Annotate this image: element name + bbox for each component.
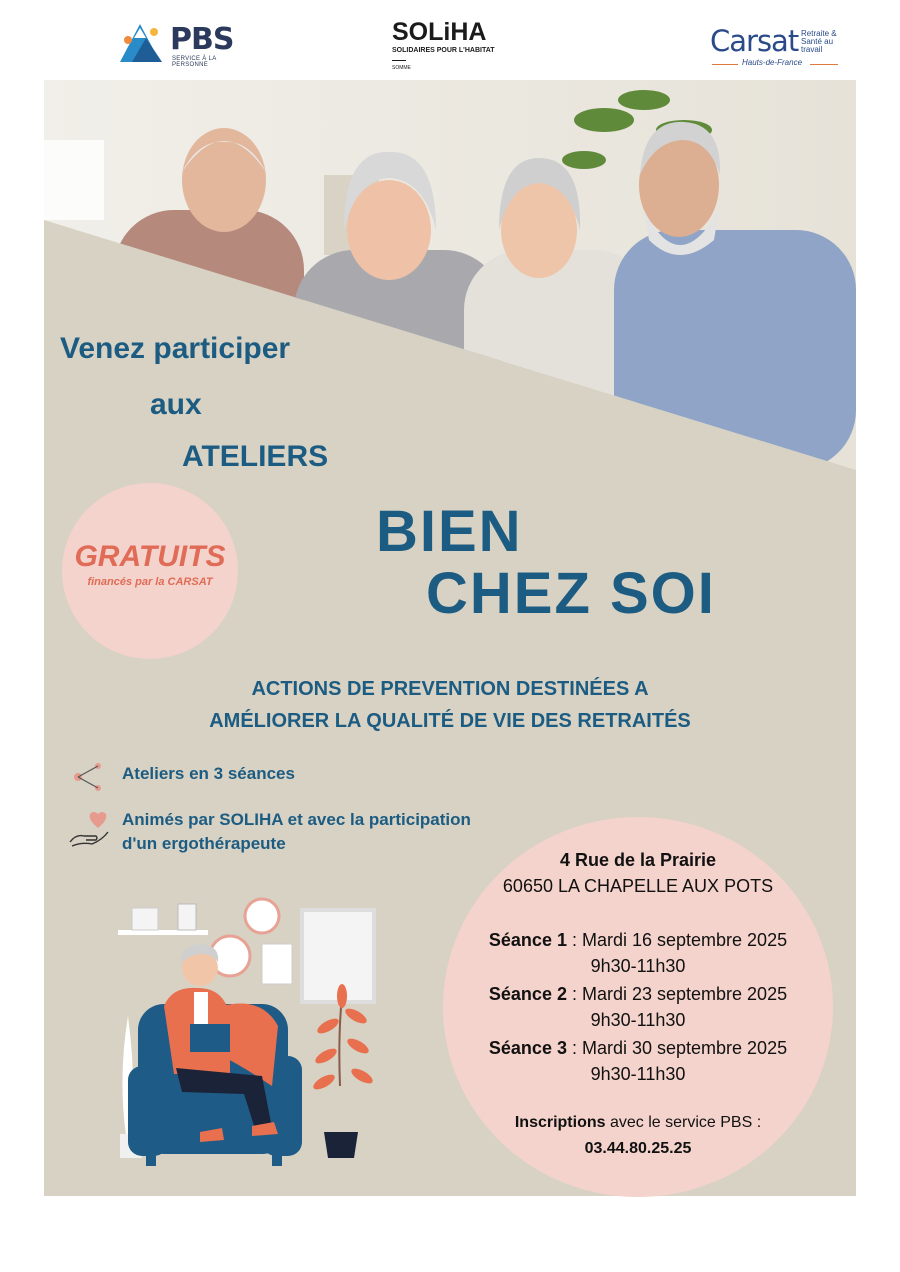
header-line-1: Venez participer — [60, 332, 291, 365]
soliha-region: SOMME — [392, 65, 411, 71]
header-line-3: ATELIERS — [182, 440, 329, 473]
session-1-date: : Mardi 16 septembre 2025 — [566, 930, 788, 950]
subtitle-line-1: ACTIONS DE PREVENTION DESTINÉES A — [251, 678, 649, 700]
pbs-logo — [118, 20, 248, 66]
reading-woman-illustration — [112, 896, 402, 1166]
session-3-row — [428, 1038, 848, 1059]
session-1-label: Séance 1 — [488, 930, 567, 950]
free-badge-sublabel: financés par la CARSAT — [87, 576, 213, 588]
bullet-animated-by-line-2: d'un ergothérapeute — [122, 834, 286, 853]
address-city: 60650 LA CHAPELLE AUX POTS — [502, 876, 774, 896]
carsat-line-left — [712, 64, 738, 65]
carsat-region: Hauts-de-France — [742, 58, 803, 67]
address-street: 4 Rue de la Prairie — [559, 850, 717, 870]
session-2-date: : Mardi 23 septembre 2025 — [566, 984, 788, 1004]
title-line-1: BIEN — [376, 499, 523, 564]
carsat-name: Carsat — [710, 24, 799, 58]
soliha-divider — [392, 60, 406, 61]
soliha-tagline: SOLIDAIRES POUR L'HABITAT — [392, 47, 495, 54]
soliha-name: SOLiHA — [392, 18, 487, 46]
free-badge-label: GRATUITS — [74, 540, 226, 573]
soliha-logo — [388, 18, 508, 74]
session-1-row — [428, 930, 848, 951]
share-icon — [72, 760, 106, 794]
carsat-tagline: Retraite & Santé au travail — [801, 29, 837, 54]
header-line-2: aux — [150, 388, 202, 421]
registration-phone: 03.44.80.25.25 — [584, 1140, 692, 1157]
session-2-label: Séance 2 — [488, 984, 567, 1004]
session-1-time: 9h30-11h30 — [590, 956, 686, 976]
carsat-logo — [708, 24, 843, 70]
session-3-time: 9h30-11h30 — [590, 1064, 686, 1084]
session-2-time: 9h30-11h30 — [590, 1010, 686, 1030]
pbs-tagline: SERVICE À LA PERSONNE — [172, 56, 217, 68]
pbs-name: PBS — [170, 22, 234, 57]
bullet-sessions: Ateliers en 3 séances — [122, 764, 295, 783]
session-2-row — [428, 984, 848, 1005]
bullet-animated-by-line-1: Animés par SOLIHA et avec la participation — [122, 810, 471, 829]
registration-label: Inscriptions — [514, 1114, 606, 1131]
subtitle-line-2: AMÉLIORER LA QUALITÉ DE VIE DES RETRAITÉS — [209, 710, 691, 732]
title-line-2: CHEZ SOI — [426, 561, 716, 626]
carsat-line-right — [810, 64, 838, 65]
registration-row — [428, 1114, 848, 1132]
caring-hand-icon — [68, 810, 110, 850]
registration-text: avec le service PBS : — [605, 1114, 762, 1131]
session-3-label: Séance 3 — [488, 1038, 567, 1058]
session-3-date: : Mardi 30 septembre 2025 — [566, 1038, 788, 1058]
pbs-mountain-icon — [118, 20, 168, 64]
